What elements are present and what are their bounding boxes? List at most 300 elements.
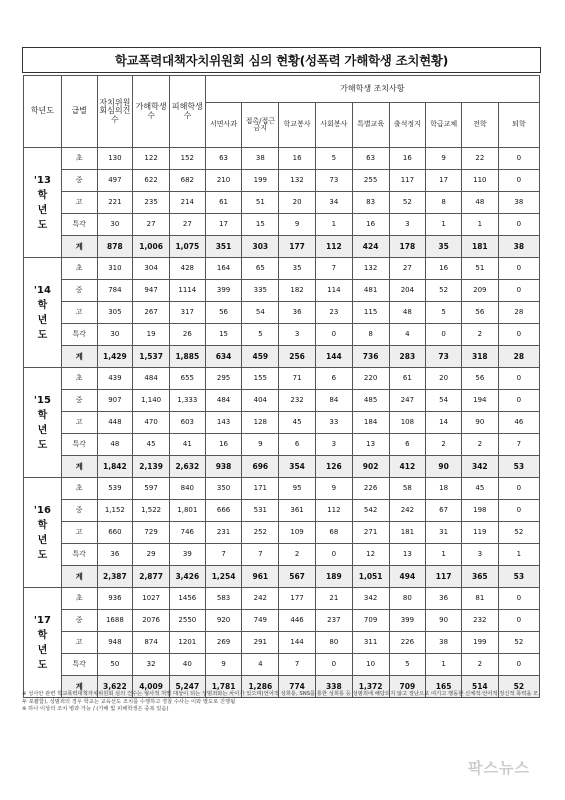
value-cell: 1456: [169, 588, 205, 610]
value-cell: 232: [279, 390, 316, 412]
value-cell: 0: [498, 170, 539, 192]
value-cell: 115: [352, 302, 389, 324]
value-cell: 874: [133, 632, 170, 654]
value-cell: 5: [426, 302, 462, 324]
table-row: [24, 170, 540, 192]
value-cell: 15: [205, 324, 242, 346]
year-label-part: '13: [33, 174, 51, 186]
value-cell: 48: [97, 434, 133, 456]
value-cell: 2: [461, 324, 498, 346]
table-row: [24, 522, 540, 544]
value-cell: 749: [242, 610, 279, 632]
value-cell: 9: [315, 478, 352, 500]
value-cell: 7: [498, 434, 539, 456]
value-cell: 220: [352, 368, 389, 390]
value-cell: 7: [242, 544, 279, 566]
level-cell: 특각: [61, 214, 97, 236]
value-cell: 30: [97, 214, 133, 236]
value-cell: 481: [352, 280, 389, 302]
value-cell: 603: [169, 412, 205, 434]
level-cell: 중: [61, 500, 97, 522]
table-row: [24, 390, 540, 412]
value-cell: 181: [461, 236, 498, 258]
value-cell: 412: [389, 456, 426, 478]
value-cell: 399: [205, 280, 242, 302]
value-cell: 1: [426, 214, 462, 236]
value-cell: 232: [461, 610, 498, 632]
header-measure: 학교봉사: [279, 103, 316, 148]
table-row: [24, 368, 540, 390]
value-cell: 178: [389, 236, 426, 258]
value-cell: 13: [352, 434, 389, 456]
value-cell: 736: [352, 346, 389, 368]
value-cell: 20: [426, 368, 462, 390]
value-cell: 226: [352, 478, 389, 500]
page-title: [22, 47, 541, 73]
value-cell: 1,286: [242, 676, 279, 698]
value-cell: 0: [498, 610, 539, 632]
value-cell: 90: [461, 412, 498, 434]
header-cases: 자치위원회심의건수: [97, 76, 133, 148]
value-cell: 5: [242, 324, 279, 346]
value-cell: 5: [389, 654, 426, 676]
value-cell: 50: [97, 654, 133, 676]
value-cell: 5: [315, 148, 352, 170]
header-offenders: 가해학생수: [133, 76, 170, 148]
value-cell: 961: [242, 566, 279, 588]
level-cell: 계: [61, 676, 97, 698]
header-measure: 사회봉사: [315, 103, 352, 148]
value-cell: 1027: [133, 588, 170, 610]
value-cell: 73: [315, 170, 352, 192]
value-cell: 9: [279, 214, 316, 236]
value-cell: 1: [426, 654, 462, 676]
value-cell: 0: [498, 280, 539, 302]
year-label-part: 학: [37, 409, 48, 421]
value-cell: 1: [498, 544, 539, 566]
year-label-part: 년: [37, 644, 48, 656]
value-cell: 484: [133, 368, 170, 390]
year-label-part: 년: [37, 534, 48, 546]
value-cell: 22: [461, 148, 498, 170]
value-cell: 354: [279, 456, 316, 478]
total-row: [24, 236, 540, 258]
value-cell: 1,254: [205, 566, 242, 588]
level-cell: 초: [61, 478, 97, 500]
value-cell: 16: [205, 434, 242, 456]
value-cell: 746: [169, 522, 205, 544]
value-cell: 0: [315, 654, 352, 676]
value-cell: 54: [242, 302, 279, 324]
value-cell: 117: [426, 566, 462, 588]
value-cell: 81: [461, 588, 498, 610]
level-cell: 중: [61, 280, 97, 302]
value-cell: 902: [352, 456, 389, 478]
value-cell: 6: [315, 368, 352, 390]
value-cell: 23: [315, 302, 352, 324]
value-cell: 709: [352, 610, 389, 632]
value-cell: 144: [315, 346, 352, 368]
value-cell: 1,801: [169, 500, 205, 522]
value-cell: 27: [389, 258, 426, 280]
level-cell: 계: [61, 566, 97, 588]
value-cell: 365: [461, 566, 498, 588]
header-measure: 특별교육: [352, 103, 389, 148]
table-row: [24, 258, 540, 280]
value-cell: 424: [352, 236, 389, 258]
value-cell: 38: [426, 632, 462, 654]
year-label-part: '15: [33, 394, 51, 406]
value-cell: 177: [279, 236, 316, 258]
value-cell: 214: [169, 192, 205, 214]
year-label: [24, 368, 62, 478]
table-row: [24, 478, 540, 500]
value-cell: 2: [461, 654, 498, 676]
value-cell: 9: [205, 654, 242, 676]
watermark-logo: 팍스뉴스: [468, 759, 530, 777]
table-row: [24, 610, 540, 632]
value-cell: 34: [315, 192, 352, 214]
value-cell: 1,372: [352, 676, 389, 698]
year-label-part: 학: [37, 299, 48, 311]
value-cell: 1,885: [169, 346, 205, 368]
value-cell: 0: [498, 588, 539, 610]
year-label: [24, 258, 62, 368]
year-label-part: 도: [37, 659, 48, 671]
level-cell: 고: [61, 522, 97, 544]
value-cell: 666: [205, 500, 242, 522]
value-cell: 2,877: [133, 566, 170, 588]
value-cell: 28: [498, 302, 539, 324]
value-cell: 709: [389, 676, 426, 698]
value-cell: 269: [205, 632, 242, 654]
value-cell: 48: [389, 302, 426, 324]
year-label-part: '17: [33, 614, 51, 626]
value-cell: 1,075: [169, 236, 205, 258]
value-cell: 4: [389, 324, 426, 346]
value-cell: 310: [97, 258, 133, 280]
value-cell: 83: [352, 192, 389, 214]
total-row: [24, 346, 540, 368]
year-label-part: 년: [37, 204, 48, 216]
year-label-part: 도: [37, 329, 48, 341]
level-cell: 특각: [61, 654, 97, 676]
value-cell: 1,140: [133, 390, 170, 412]
value-cell: 235: [133, 192, 170, 214]
value-cell: 67: [426, 500, 462, 522]
value-cell: 317: [169, 302, 205, 324]
value-cell: 114: [315, 280, 352, 302]
value-cell: 1,781: [205, 676, 242, 698]
value-cell: 36: [97, 544, 133, 566]
value-cell: 448: [97, 412, 133, 434]
value-cell: 38: [498, 236, 539, 258]
value-cell: 242: [389, 500, 426, 522]
value-cell: 61: [389, 368, 426, 390]
value-cell: 2,632: [169, 456, 205, 478]
value-cell: 38: [242, 148, 279, 170]
value-cell: 1114: [169, 280, 205, 302]
value-cell: 33: [315, 412, 352, 434]
value-cell: 80: [315, 632, 352, 654]
value-cell: 6: [279, 434, 316, 456]
value-cell: 16: [426, 258, 462, 280]
header-level: 급별: [61, 76, 97, 148]
value-cell: 0: [498, 478, 539, 500]
year-label-part: 년: [37, 314, 48, 326]
value-cell: 3,426: [169, 566, 205, 588]
year-label: [24, 148, 62, 258]
level-cell: 중: [61, 170, 97, 192]
value-cell: 303: [242, 236, 279, 258]
footnotes: [22, 691, 543, 714]
table-row: [24, 280, 540, 302]
value-cell: 210: [205, 170, 242, 192]
year-label-part: 년: [37, 424, 48, 436]
year-label: [24, 588, 62, 698]
value-cell: 2: [279, 544, 316, 566]
value-cell: 71: [279, 368, 316, 390]
table-row: [24, 500, 540, 522]
total-row: [24, 566, 540, 588]
value-cell: 2: [426, 434, 462, 456]
table-header: [24, 76, 540, 148]
value-cell: 20: [279, 192, 316, 214]
year-label-part: 도: [37, 219, 48, 231]
value-cell: 774: [279, 676, 316, 698]
value-cell: 1,051: [352, 566, 389, 588]
value-cell: 182: [279, 280, 316, 302]
header-measure: 퇴학: [498, 103, 539, 148]
value-cell: 56: [461, 302, 498, 324]
value-cell: 221: [97, 192, 133, 214]
value-cell: 63: [352, 148, 389, 170]
value-cell: 351: [205, 236, 242, 258]
header-measure: 학급교체: [426, 103, 462, 148]
value-cell: 12: [352, 544, 389, 566]
value-cell: 7: [315, 258, 352, 280]
value-cell: 63: [205, 148, 242, 170]
value-cell: 90: [426, 610, 462, 632]
value-cell: 361: [279, 500, 316, 522]
table-row: [24, 324, 540, 346]
table-row: [24, 412, 540, 434]
value-cell: 539: [97, 478, 133, 500]
value-cell: 936: [97, 588, 133, 610]
value-cell: 252: [242, 522, 279, 544]
table-row: [24, 632, 540, 654]
value-cell: 8: [426, 192, 462, 214]
value-cell: 948: [97, 632, 133, 654]
value-cell: 1,522: [133, 500, 170, 522]
level-cell: 초: [61, 148, 97, 170]
value-cell: 907: [97, 390, 133, 412]
value-cell: 342: [352, 588, 389, 610]
level-cell: 계: [61, 236, 97, 258]
value-cell: 342: [461, 456, 498, 478]
value-cell: 338: [315, 676, 352, 698]
value-cell: 110: [461, 170, 498, 192]
value-cell: 1,537: [133, 346, 170, 368]
value-cell: 295: [205, 368, 242, 390]
value-cell: 784: [97, 280, 133, 302]
value-cell: 947: [133, 280, 170, 302]
value-cell: 920: [205, 610, 242, 632]
value-cell: 531: [242, 500, 279, 522]
footnote-1: ※ 성사안 관련 학교폭력대책자치위원회 심의 건수는 형사적 처벌 대상이 되는 성범죄와는 차이가 있으며(언어적 성희롱, SNS를 통한 성희롱 등 성범죄에 해당되지 않고 장난으로 여기고 행동한 신체적·언어적·정신적 폭력을 모두 포괄함), 성범죄의 경우 학교는 교육선도 조치를 수행하고 경찰 수사는 이와 별도로 진행됨: [22, 691, 539, 705]
value-cell: 660: [97, 522, 133, 544]
value-cell: 311: [352, 632, 389, 654]
value-cell: 165: [426, 676, 462, 698]
value-cell: 3: [389, 214, 426, 236]
footnote-2: ※ 하나 이상의 조치 병과 가능 / (가해 및 피해학생은 중복 있음): [22, 706, 169, 713]
level-cell: 중: [61, 390, 97, 412]
value-cell: 0: [315, 544, 352, 566]
value-cell: 247: [389, 390, 426, 412]
value-cell: 10: [352, 654, 389, 676]
table-row: [24, 654, 540, 676]
header-victims: 피해학생수: [169, 76, 205, 148]
value-cell: 231: [205, 522, 242, 544]
value-cell: 470: [133, 412, 170, 434]
value-cell: 15: [242, 214, 279, 236]
value-cell: 350: [205, 478, 242, 500]
level-cell: 계: [61, 456, 97, 478]
value-cell: 45: [461, 478, 498, 500]
value-cell: 143: [205, 412, 242, 434]
value-cell: 199: [242, 170, 279, 192]
value-cell: 1,006: [133, 236, 170, 258]
header-measure: 출석정지: [389, 103, 426, 148]
value-cell: 53: [498, 456, 539, 478]
value-cell: 0: [498, 500, 539, 522]
value-cell: 17: [205, 214, 242, 236]
value-cell: 52: [498, 676, 539, 698]
value-cell: 73: [426, 346, 462, 368]
value-cell: 404: [242, 390, 279, 412]
value-cell: 177: [279, 588, 316, 610]
value-cell: 14: [426, 412, 462, 434]
value-cell: 1: [315, 214, 352, 236]
value-cell: 1,842: [97, 456, 133, 478]
value-cell: 209: [461, 280, 498, 302]
value-cell: 152: [169, 148, 205, 170]
value-cell: 399: [389, 610, 426, 632]
header-measure: 서면사과: [205, 103, 242, 148]
value-cell: 46: [498, 412, 539, 434]
page-title-text: 학교폭력대책자치위원회 심의 현황(성폭력 가해학생 조치현황): [114, 53, 449, 68]
value-cell: 1,429: [97, 346, 133, 368]
value-cell: 32: [133, 654, 170, 676]
value-cell: 255: [352, 170, 389, 192]
value-cell: 31: [426, 522, 462, 544]
value-cell: 28: [498, 346, 539, 368]
year-label-part: 도: [37, 439, 48, 451]
value-cell: 597: [133, 478, 170, 500]
value-cell: 84: [315, 390, 352, 412]
value-cell: 119: [461, 522, 498, 544]
year-label-part: 도: [37, 549, 48, 561]
value-cell: 318: [461, 346, 498, 368]
value-cell: 9: [426, 148, 462, 170]
table-body: [24, 148, 540, 698]
table-row: [24, 588, 540, 610]
value-cell: 90: [426, 456, 462, 478]
value-cell: 19: [133, 324, 170, 346]
value-cell: 29: [133, 544, 170, 566]
level-cell: 초: [61, 258, 97, 280]
value-cell: 204: [389, 280, 426, 302]
table-row: [24, 302, 540, 324]
value-cell: 5,247: [169, 676, 205, 698]
value-cell: 9: [242, 434, 279, 456]
value-cell: 52: [498, 632, 539, 654]
value-cell: 8: [352, 324, 389, 346]
level-cell: 특각: [61, 544, 97, 566]
value-cell: 112: [315, 236, 352, 258]
value-cell: 112: [315, 500, 352, 522]
value-cell: 155: [242, 368, 279, 390]
level-cell: 특각: [61, 434, 97, 456]
value-cell: 0: [426, 324, 462, 346]
value-cell: 256: [279, 346, 316, 368]
value-cell: 35: [279, 258, 316, 280]
value-cell: 6: [389, 434, 426, 456]
value-cell: 0: [315, 324, 352, 346]
value-cell: 51: [242, 192, 279, 214]
value-cell: 567: [279, 566, 316, 588]
value-cell: 242: [242, 588, 279, 610]
value-cell: 514: [461, 676, 498, 698]
table-row: [24, 434, 540, 456]
value-cell: 21: [315, 588, 352, 610]
value-cell: 0: [498, 368, 539, 390]
value-cell: 484: [205, 390, 242, 412]
header-measure: 접촉/접근금지: [242, 103, 279, 148]
value-cell: 0: [498, 148, 539, 170]
value-cell: 291: [242, 632, 279, 654]
value-cell: 41: [169, 434, 205, 456]
value-cell: 682: [169, 170, 205, 192]
value-cell: 52: [498, 522, 539, 544]
value-cell: 122: [133, 148, 170, 170]
value-cell: 267: [133, 302, 170, 324]
value-cell: 237: [315, 610, 352, 632]
value-cell: 61: [205, 192, 242, 214]
value-cell: 226: [389, 632, 426, 654]
value-cell: 54: [426, 390, 462, 412]
value-cell: 38: [498, 192, 539, 214]
value-cell: 497: [97, 170, 133, 192]
value-cell: 0: [498, 214, 539, 236]
value-cell: 80: [389, 588, 426, 610]
value-cell: 428: [169, 258, 205, 280]
value-cell: 164: [205, 258, 242, 280]
value-cell: 16: [279, 148, 316, 170]
value-cell: 0: [498, 654, 539, 676]
value-cell: 2076: [133, 610, 170, 632]
value-cell: 132: [352, 258, 389, 280]
value-cell: 3: [279, 324, 316, 346]
value-cell: 16: [389, 148, 426, 170]
value-cell: 52: [389, 192, 426, 214]
value-cell: 283: [389, 346, 426, 368]
value-cell: 840: [169, 478, 205, 500]
value-cell: 18: [426, 478, 462, 500]
value-cell: 128: [242, 412, 279, 434]
value-cell: 938: [205, 456, 242, 478]
value-cell: 335: [242, 280, 279, 302]
